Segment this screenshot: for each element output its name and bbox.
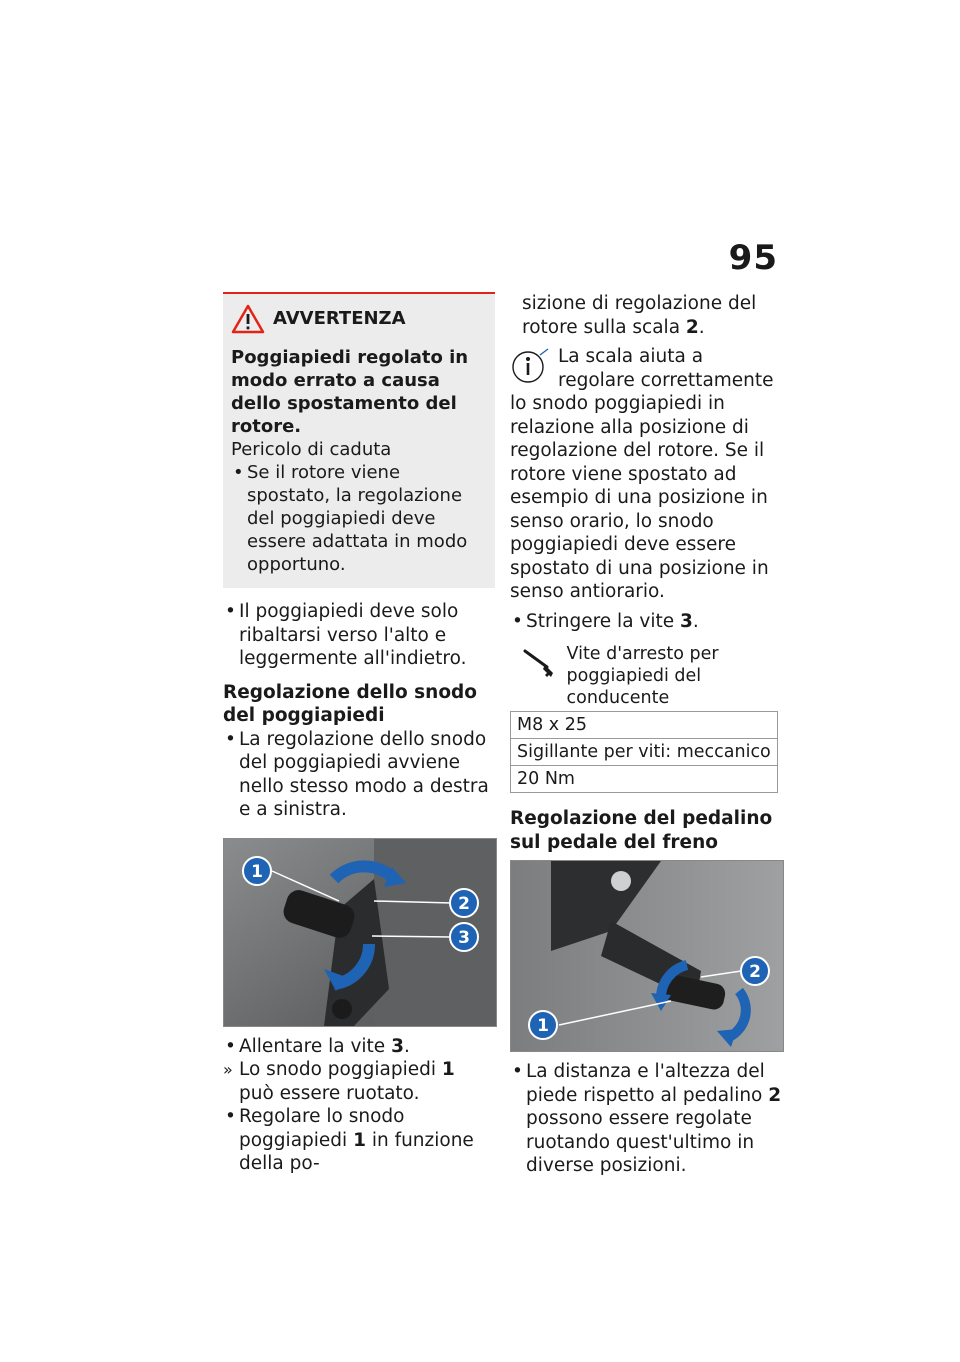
step-tighten-suffix: . (692, 610, 699, 632)
brake-pedal-photo (510, 860, 784, 1052)
info-text: La scala aiuta a regolare correttamente lo snodo poggiapiedi in relazione alla posizione di regolazione del rotore. Se il rotore viene spostato ad esempio di una posizione in senso orario, lo snodo poggiapiedi deve essere spostato di una posizione in senso antiorario. (510, 346, 774, 602)
footrest-joint-photo (223, 838, 497, 1027)
pedal-callout-1: 1 (537, 1016, 549, 1036)
spec-title: Vite d'arresto per poggiapiedi del conducente (566, 644, 719, 708)
pedal-adjust-text: La distanza e l'altezza del piede rispetto al pedalino (526, 1061, 769, 1106)
warning-box (223, 292, 495, 588)
result-joint-rotatable (223, 1058, 495, 1105)
step-loosen-screw (223, 1035, 495, 1059)
pedal-callout-2: 2 (749, 962, 761, 982)
result-num: 1 (441, 1059, 455, 1080)
warning-bullet: • Se il rotore viene spostato, la regolazione del poggiapiedi deve essere adattata in modo opportuno. (231, 461, 487, 576)
step-adjust-text: Regolare lo snodo poggiapiedi (239, 1106, 405, 1151)
step-adjust-suffix: in funzione della po- (239, 1129, 474, 1174)
step-adjust-joint (223, 1105, 495, 1176)
step-tighten-num: 3 (680, 610, 693, 632)
torque-wrench-icon (523, 647, 555, 679)
result-text: Lo snodo poggiapiedi (239, 1059, 442, 1080)
spec-row-sealant: Sigillante per viti: meccanico (511, 739, 778, 766)
step-loosen-suffix: . (403, 1035, 410, 1057)
page-number: 95 (728, 238, 778, 278)
info-note (510, 345, 782, 604)
section-heading-pedalino: Regolazione del pedalino sul pedale del freno (510, 808, 773, 853)
result-suffix: può essere ruotato. (239, 1082, 420, 1104)
right-column (510, 292, 782, 1178)
info-icon (510, 347, 550, 387)
photo-callout-2: 2 (458, 893, 470, 914)
step-loosen-num: 3 (391, 1035, 404, 1057)
continued-text-body: sizione di regolazione del rotore sulla scala (522, 293, 757, 338)
left-bullet-1: • Il poggiapiedi deve solo ribaltarsi verso l'alto e leggermente all'indietro. (223, 600, 495, 671)
torque-spec-table (510, 641, 778, 793)
warning-header (231, 304, 487, 334)
continued-text (510, 292, 782, 339)
spec-row-torque: 20 Nm (511, 766, 778, 793)
step-loosen-text: Allentare la vite (239, 1035, 392, 1057)
left-column (223, 292, 495, 1176)
warning-label: AVVERTENZA (273, 308, 406, 330)
step-tighten-screw (510, 610, 782, 634)
step-adjust-num: 1 (353, 1129, 366, 1151)
continued-suffix: . (698, 316, 705, 338)
spec-header (511, 641, 778, 712)
spec-row-size: M8 x 25 (511, 712, 778, 739)
pedal-adjust-num: 2 (768, 1084, 782, 1106)
photo-callout-3: 3 (458, 927, 470, 948)
pedal-adjust-suffix: possono essere regolate ruotando quest'ultimo in diverse posizioni. (526, 1108, 755, 1176)
warning-title: Poggiapiedi regolato in modo errato a causa dello spostamento del rotore. (231, 347, 469, 437)
section-heading-snodo: Regolazione dello snodo del poggiapiedi (223, 681, 478, 726)
step-tighten-text: Stringere la vite (526, 610, 681, 632)
left-bullet-2: • La regolazione dello snodo del poggiapiedi avviene nello stesso modo a destra e a sinistra. (223, 728, 495, 822)
pedal-adjust-bullet (510, 1060, 782, 1178)
continued-num: 2 (685, 316, 699, 338)
warning-subtitle: Pericolo di caduta (231, 439, 392, 460)
warning-triangle-icon (231, 304, 265, 334)
photo-callout-1: 1 (251, 861, 263, 882)
